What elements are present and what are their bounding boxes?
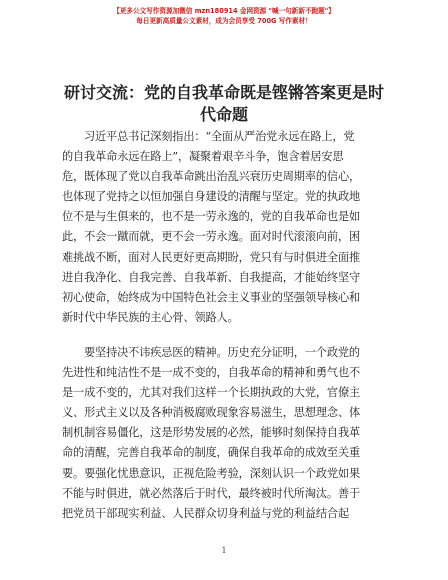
paragraph-line: 难挑战不断，面对人民更好更高期盼，党只有与时俱进全面推 (62, 250, 361, 264)
promo-banner-line1: 【更多公文写作资源加微信 mzn180914 金网资源 "喊一句新新不跑题"】 (113, 7, 335, 15)
paragraph-line: 要。要强化忧患意识，正视危险考验，深刻认识一个政党如果 (62, 466, 361, 480)
paragraph-2 (62, 343, 386, 524)
promo-banner-line2: 每日更新高质量公文素材，成为会员享受 700G 写作素材！ (136, 17, 312, 25)
paragraph-line: 进自我净化、自我完善、自我革新、自我提高，才能始终坚守 (62, 270, 361, 284)
paragraph-line: 也体现了党持之以恒加强自身建设的清醒与坚定。党的执政地 (62, 190, 361, 204)
paragraph-line: 义、形式主义以及各种消极腐败现象容易滋生，思想理念、体 (62, 406, 361, 420)
document-title-line1: 研讨交流：党的自我革命既是铿锵答案更是时 (63, 83, 384, 102)
paragraph-line: 命的清醒，完善自我革命的制度，确保自我革命的成效至关重 (62, 446, 361, 460)
paragraph-line: 要坚持决不讳疾忌医的精神。历史充分证明，一个政党的 (84, 346, 360, 359)
paragraph-line: 此，不会一蹴而就，更不会一劳永逸。面对时代滚滚向前，困 (62, 230, 361, 244)
paragraph-line: 制机制容易僵化，这是形势发展的必然，能够时刻保持自我革 (62, 426, 361, 440)
promo-banner (0, 6, 448, 26)
paragraph-line: 危，既体现了党以自我革命跳出治乱兴衰历史周期率的信心， (62, 170, 361, 184)
paragraph-line: 把党员干部现实利益、人民群众切身利益与党的利益结合起 (62, 506, 349, 520)
paragraph-line: 习近平总书记深刻指出：“全面从严治党永远在路上，党 (84, 130, 355, 143)
page-number: 1 (221, 546, 227, 555)
paragraph-line: 位不是与生俱来的，也不是一劳永逸的，党的自我革命也是如 (62, 210, 361, 224)
paragraph-line: 不能与时俱进，就必然落后于时代，最终被时代所淘汰。善于 (62, 486, 361, 500)
paragraph-line: 新时代中华民族的主心骨、领路人。 (62, 310, 239, 324)
paragraph-line: 先进性和纯洁性不是一成不变的，自我革命的精神和勇气也不 (62, 366, 361, 380)
document-title (52, 82, 396, 126)
paragraph-line: 的自我革命永远在路上”，凝聚着艰辛斗争，饱含着居安思 (62, 150, 344, 164)
paragraph-line: 初心使命，始终成为中国特色社会主义事业的坚强领导核心和 (62, 290, 361, 304)
paragraph-1 (62, 127, 386, 328)
paragraph-line: 是一成不变的，尤其对我们这样一个长期执政的大党，官僚主 (62, 386, 361, 400)
document-title-line2: 代命题 (199, 105, 248, 124)
